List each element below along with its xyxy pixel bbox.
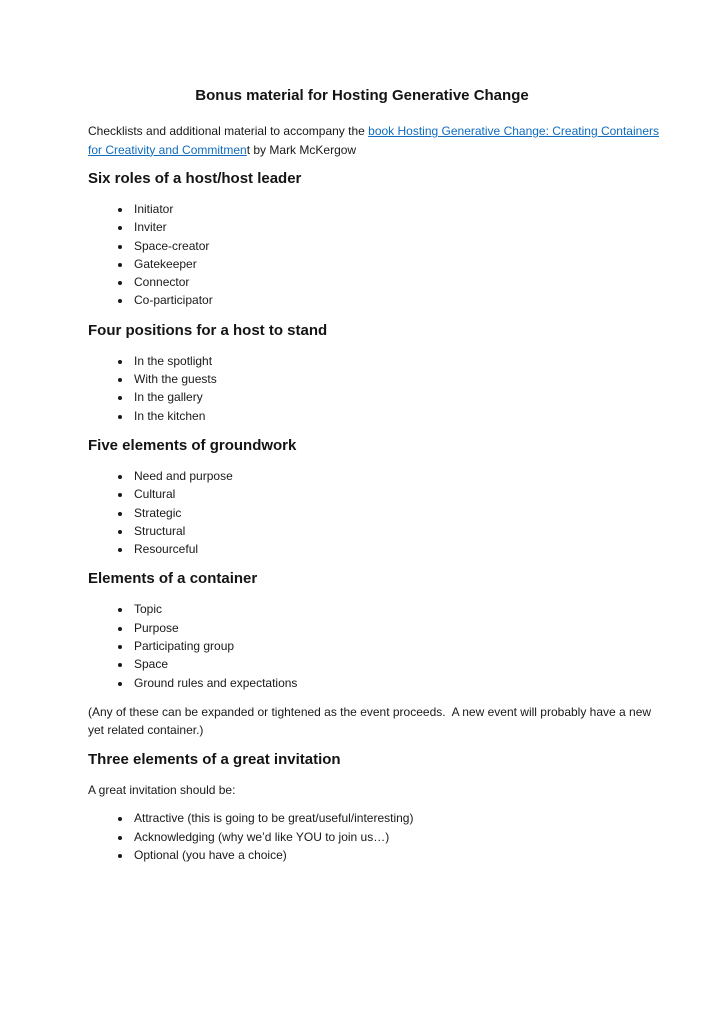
list-item: • In the gallery [132,388,660,406]
section-six-roles [88,169,660,310]
bullet-list [88,600,660,691]
list-item: • In the kitchen [132,407,660,425]
list-item: • Strategic [132,504,660,522]
list-item: • Purpose [132,619,660,637]
list-item: • Topic [132,600,660,618]
container-note: (Any of these can be expanded or tightened as the event proceeds. A new event will probably have a new yet related container.) [88,704,652,738]
list-item: • Participating group [132,637,660,655]
bullet-list [88,467,660,558]
page-title: Bonus material for Hosting Generative Change [195,87,529,104]
section-heading: Elements of a container [88,570,258,588]
list-item: • In the spotlight [132,352,660,370]
book-hyperlink[interactable]: book Hosting Generative Change: Creating Containers for Creativity and Commitmen [88,124,659,157]
list-item: • With the guests [132,370,660,388]
bullet-list [88,352,660,425]
section-four-positions [88,321,660,425]
list-item: • Co-participator [132,291,660,309]
intro-text-after-link: t by Mark McKergow [246,142,357,157]
section-great-invitation [88,750,660,864]
section-heading: Three elements of a great invitation [88,750,341,768]
list-item: • Resourceful [132,540,660,558]
section-heading: Four positions for a host to stand [88,321,328,339]
bullet-list [88,200,660,310]
list-item: • Space [132,655,660,673]
list-item: • Attractive (this is going to be great/useful/interesting) [132,809,660,827]
list-item: • Space-creator [132,237,660,255]
section-five-elements [88,436,660,558]
list-item: • Ground rules and expectations [132,674,660,692]
invitation-lead: A great invitation should be: [88,782,236,797]
section-heading: Six roles of a host/host leader [88,170,302,187]
list-item: • Initiator [132,200,660,218]
intro-paragraph [88,122,660,159]
list-item: • Cultural [132,485,660,503]
list-item: • Acknowledging (why we’d like YOU to join us…) [132,828,660,846]
list-item: • Inviter [132,218,660,236]
intro-text-before-link: Checklists and additional material to accompany the [88,124,369,138]
list-item: • Gatekeeper [132,255,660,273]
section-container-elements [88,569,660,739]
section-heading: Five elements of groundwork [88,436,297,454]
list-item: • Connector [132,273,660,291]
list-item: • Optional (you have a choice) [132,846,660,864]
list-item: • Need and purpose [132,467,660,485]
bullet-list [88,809,660,864]
list-item: • Structural [132,522,660,540]
